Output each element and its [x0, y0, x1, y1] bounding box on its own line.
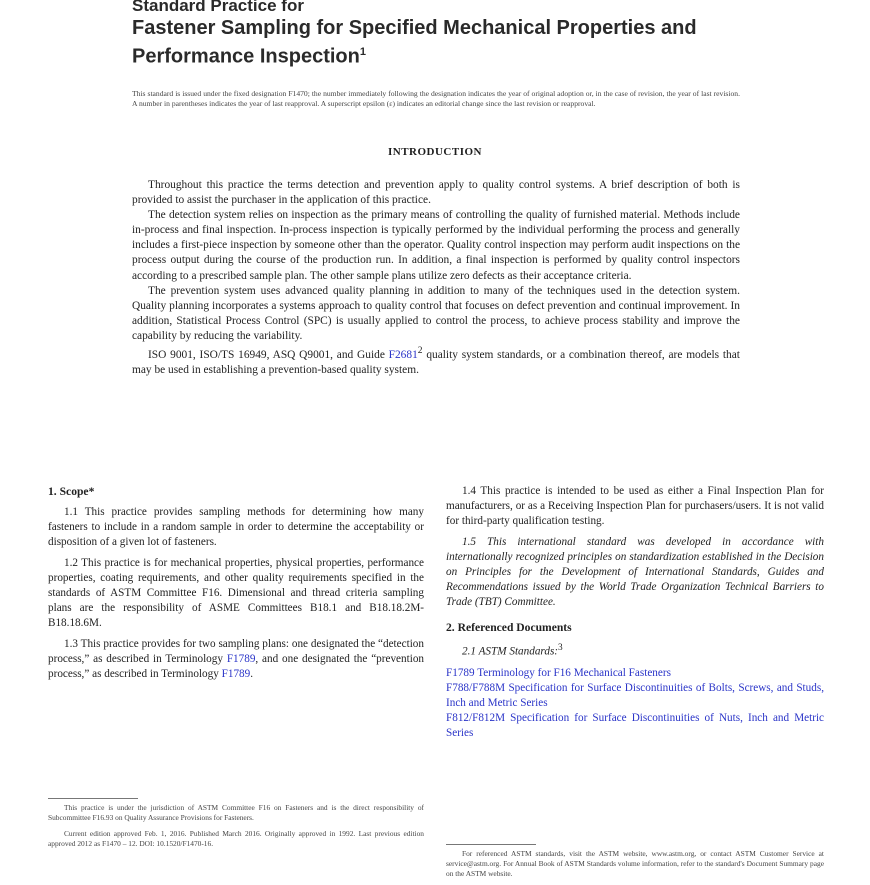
reference-code[interactable]: F1789 [446, 666, 475, 679]
introduction-body [132, 178, 740, 378]
intro-paragraph-1: Throughout this practice the terms detection and prevention apply to quality control systems. A brief description of both is provided to assist the purchaser in the application of this practice. [132, 179, 740, 207]
terminology-f1789-link-2[interactable]: F1789 [221, 668, 251, 680]
p1-3-text-c: . [250, 668, 254, 680]
paragraph-1-3 [48, 637, 424, 682]
title-footnote-marker: 1 [359, 46, 366, 58]
intro-p4-text-b: quality system standards, or a combination thereof, are models that may be used in establishing a prevention-based quality system. [132, 348, 740, 376]
paragraph-2-1 [446, 641, 824, 660]
intro-paragraph-3: The prevention system uses advanced quality planning in addition to many of the techniques used in the detection system. Quality planning incorporates a systems approach to quality control that focuses on defect prevention and continual improvement. In addition, Statistical Process Control (SPC) is usually applied to control the process, to achieve process stability and improve the capability by reducing the variability. [132, 284, 740, 342]
title-line-1: Fastener Sampling for Specified Mechanical Properties and [132, 17, 697, 39]
reference-code[interactable]: F812/F812M [446, 711, 506, 724]
left-column [48, 484, 424, 688]
intro-p4-text-a: ISO 9001, ISO/TS 16949, ASQ Q9001, and Guide [148, 348, 385, 361]
reference-title[interactable]: Terminology for F16 Mechanical Fasteners [477, 666, 671, 679]
astm-standards-label: 2.1 ASTM Standards: [462, 645, 559, 658]
section-2-heading: 2. Referenced Documents [446, 621, 572, 634]
introduction-heading: INTRODUCTION [387, 146, 482, 158]
standard-label: Standard Practice for [132, 0, 304, 15]
footnote-divider-right [446, 844, 536, 845]
p1-3-text-a: 1.3 This practice provides for two sampling plans: one designated the “detection process,” as described in Terminology [48, 638, 424, 665]
right-column [446, 484, 824, 741]
reference-list [446, 666, 824, 741]
paragraph-1-4: 1.4 This practice is intended to be used as either a Final Inspection Plan for manufacturers, or as a Receiving Inspection Plan for purchasers/users. It is not valid for third-party qualification testing. [446, 485, 824, 527]
document-title [132, 16, 812, 69]
intro-paragraph-4 [132, 344, 740, 378]
p1-3-text-b: , and one designated the “prevention process,” as described in Terminology [48, 653, 425, 680]
footnote-edition: Current edition approved Feb. 1, 2016. Published March 2016. Originally approved in 1992. Last previous edition approved 2012 as F1470 – 12. DOI: 10.1520/F1470-16. [48, 829, 424, 848]
reference-item[interactable] [446, 666, 824, 681]
guide-f2681-link[interactable]: F2681 [388, 348, 418, 361]
reference-title[interactable]: Specification for Surface Discontinuities of Bolts, Screws, and Studs, Inch and Metric Series [446, 681, 825, 709]
right-footnotes [446, 832, 824, 885]
reference-title[interactable]: Specification for Surface Discontinuities of Nuts, Inch and Metric Series [446, 711, 825, 739]
paragraph-1-2: 1.2 This practice is for mechanical properties, physical properties, performance properties, coating requirements, and other quality requirements specified in the standards of ASTM Committee F16. Dimensional and thread criteria sampling plans are the responsibility of ASME Committees B18.1 and B18.18.2M-B18.18.6M. [48, 557, 424, 629]
designation-note: This standard is issued under the fixed designation F1470; the number immediately following the designation indicates the year of original adoption or, in the case of revision, the year of last revision. A number in parentheses indicates the year of last reapproval. A superscript epsilon (ε) indicates an editorial change since the last revision or reapproval. [132, 89, 740, 108]
astm-footnote-marker: 3 [558, 643, 563, 653]
footnote-divider [48, 798, 138, 799]
footnote-1: This practice is under the jurisdiction of ASTM Committee F16 on Fasteners and is the direct responsibility of Subcommittee F16.93 on Quality Assurance Provisions for Fasteners. [48, 803, 424, 822]
intro-footnote-marker: 2 [417, 346, 423, 357]
left-footnotes [48, 786, 424, 855]
reference-item[interactable] [446, 681, 824, 711]
terminology-f1789-link-1[interactable]: F1789 [226, 653, 256, 665]
intro-paragraph-2: The detection system relies on inspection as the primary means of controlling the quality of furnished material. Methods include in-process and final inspection. In-process inspection is typically performed by the individual performing the process and generally includes a first-piece inspection by someone other than the operator. Quality control inspection may perform audit inspections on the process output during the course of the production run. In addition, a final inspection is performed by quality control inspectors according to a prescribed sample plan. The other sample plans utilize zero defects as their acceptance criteria. [132, 209, 740, 282]
paragraph-1-5: 1.5 This international standard was developed in accordance with internationally recognized principles on standardization established in the Decision on Principles for the Development of International Standards, Guides and Recommendations issued by the World Trade Organization Technical Barriers to Trade (TBT) Committee. [446, 536, 824, 608]
section-1-heading: 1. Scope* [48, 485, 95, 498]
title-line-2: Performance Inspection [132, 45, 360, 68]
paragraph-1-1: 1.1 This practice provides sampling methods for determining how many fasteners to include in a random sample in order to determine the acceptability or disposition of a given lot of fasteners. [48, 506, 424, 548]
reference-item[interactable] [446, 711, 824, 741]
document-header [132, 0, 812, 69]
reference-code[interactable]: F788/F788M [446, 681, 506, 694]
footnote-3: For referenced ASTM standards, visit the ASTM website, www.astm.org, or contact ASTM Customer Service at service@astm.org. For Annual Book of ASTM Standards volume information, refer to the standard's Document Summary page on the ASTM website. [446, 849, 824, 878]
